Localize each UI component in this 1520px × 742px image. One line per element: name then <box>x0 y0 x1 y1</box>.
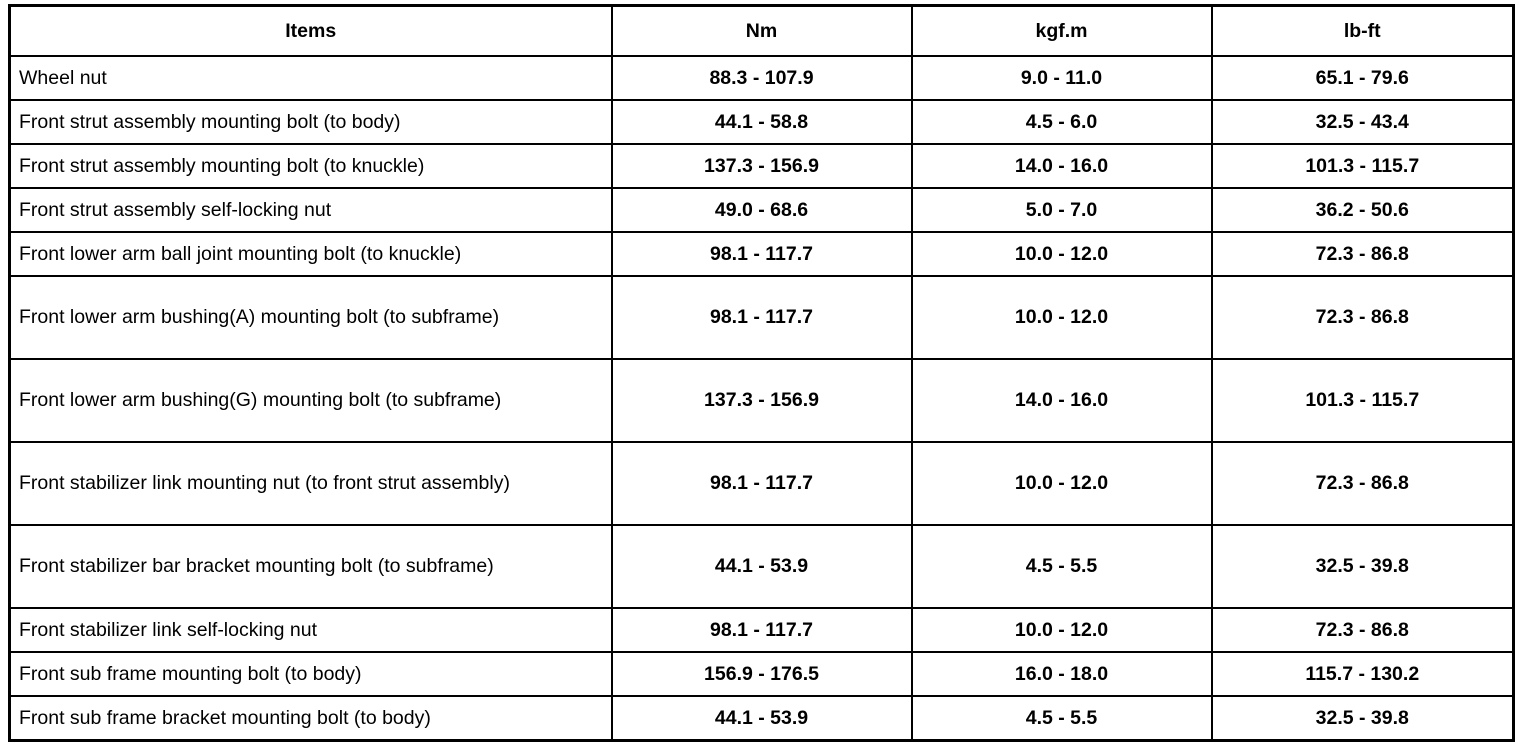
table-row <box>10 56 1514 100</box>
cell-nm: 156.9 - 176.5 <box>612 652 912 696</box>
cell-item: Front strut assembly self-locking nut <box>10 188 612 232</box>
cell-nm: 88.3 - 107.9 <box>612 56 912 100</box>
cell-nm: 49.0 - 68.6 <box>612 188 912 232</box>
cell-kgfm: 5.0 - 7.0 <box>912 188 1212 232</box>
cell-nm: 98.1 - 117.7 <box>612 442 912 525</box>
cell-kgfm: 10.0 - 12.0 <box>912 276 1212 359</box>
cell-item: Front strut assembly mounting bolt (to knuckle) <box>10 144 612 188</box>
cell-lbft: 32.5 - 43.4 <box>1212 100 1514 144</box>
cell-lbft: 32.5 - 39.8 <box>1212 696 1514 741</box>
cell-nm: 98.1 - 117.7 <box>612 232 912 276</box>
table-row <box>10 188 1514 232</box>
table-row <box>10 144 1514 188</box>
cell-kgfm: 4.5 - 5.5 <box>912 696 1212 741</box>
cell-kgfm: 10.0 - 12.0 <box>912 232 1212 276</box>
cell-lbft: 72.3 - 86.8 <box>1212 608 1514 652</box>
cell-kgfm: 4.5 - 6.0 <box>912 100 1212 144</box>
cell-lbft: 101.3 - 115.7 <box>1212 144 1514 188</box>
cell-kgfm: 4.5 - 5.5 <box>912 525 1212 608</box>
cell-nm: 98.1 - 117.7 <box>612 276 912 359</box>
cell-item: Front stabilizer link mounting nut (to front strut assembly) <box>10 442 612 525</box>
column-header-lbft: lb-ft <box>1212 6 1514 57</box>
cell-lbft: 72.3 - 86.8 <box>1212 276 1514 359</box>
cell-lbft: 36.2 - 50.6 <box>1212 188 1514 232</box>
cell-kgfm: 14.0 - 16.0 <box>912 144 1212 188</box>
cell-kgfm: 16.0 - 18.0 <box>912 652 1212 696</box>
cell-item: Front strut assembly mounting bolt (to body) <box>10 100 612 144</box>
cell-item: Front lower arm bushing(A) mounting bolt (to subframe) <box>10 276 612 359</box>
table-row <box>10 652 1514 696</box>
cell-item: Front sub frame bracket mounting bolt (to body) <box>10 696 612 741</box>
cell-item: Front sub frame mounting bolt (to body) <box>10 652 612 696</box>
column-header-nm: Nm <box>612 6 912 57</box>
table-row <box>10 442 1514 525</box>
cell-nm: 44.1 - 53.9 <box>612 525 912 608</box>
column-header-items: Items <box>10 6 612 57</box>
table-row <box>10 359 1514 442</box>
torque-specification-table <box>8 4 1515 742</box>
table-row <box>10 100 1514 144</box>
cell-item: Front stabilizer link self-locking nut <box>10 608 612 652</box>
cell-nm: 44.1 - 58.8 <box>612 100 912 144</box>
cell-item: Front lower arm ball joint mounting bolt (to knuckle) <box>10 232 612 276</box>
cell-kgfm: 10.0 - 12.0 <box>912 608 1212 652</box>
table-row <box>10 276 1514 359</box>
table-header-row <box>10 6 1514 57</box>
cell-lbft: 72.3 - 86.8 <box>1212 442 1514 525</box>
cell-lbft: 32.5 - 39.8 <box>1212 525 1514 608</box>
column-header-kgfm: kgf.m <box>912 6 1212 57</box>
cell-nm: 137.3 - 156.9 <box>612 144 912 188</box>
table-row <box>10 232 1514 276</box>
cell-kgfm: 14.0 - 16.0 <box>912 359 1212 442</box>
cell-item: Front stabilizer bar bracket mounting bolt (to subframe) <box>10 525 612 608</box>
cell-lbft: 101.3 - 115.7 <box>1212 359 1514 442</box>
cell-nm: 44.1 - 53.9 <box>612 696 912 741</box>
cell-nm: 137.3 - 156.9 <box>612 359 912 442</box>
cell-kgfm: 10.0 - 12.0 <box>912 442 1212 525</box>
cell-lbft: 65.1 - 79.6 <box>1212 56 1514 100</box>
cell-kgfm: 9.0 - 11.0 <box>912 56 1212 100</box>
table-body <box>10 56 1514 741</box>
cell-lbft: 72.3 - 86.8 <box>1212 232 1514 276</box>
cell-item: Wheel nut <box>10 56 612 100</box>
table-row <box>10 696 1514 741</box>
cell-nm: 98.1 - 117.7 <box>612 608 912 652</box>
table-row <box>10 608 1514 652</box>
cell-lbft: 115.7 - 130.2 <box>1212 652 1514 696</box>
table-row <box>10 525 1514 608</box>
cell-item: Front lower arm bushing(G) mounting bolt (to subframe) <box>10 359 612 442</box>
table-header <box>10 6 1514 57</box>
